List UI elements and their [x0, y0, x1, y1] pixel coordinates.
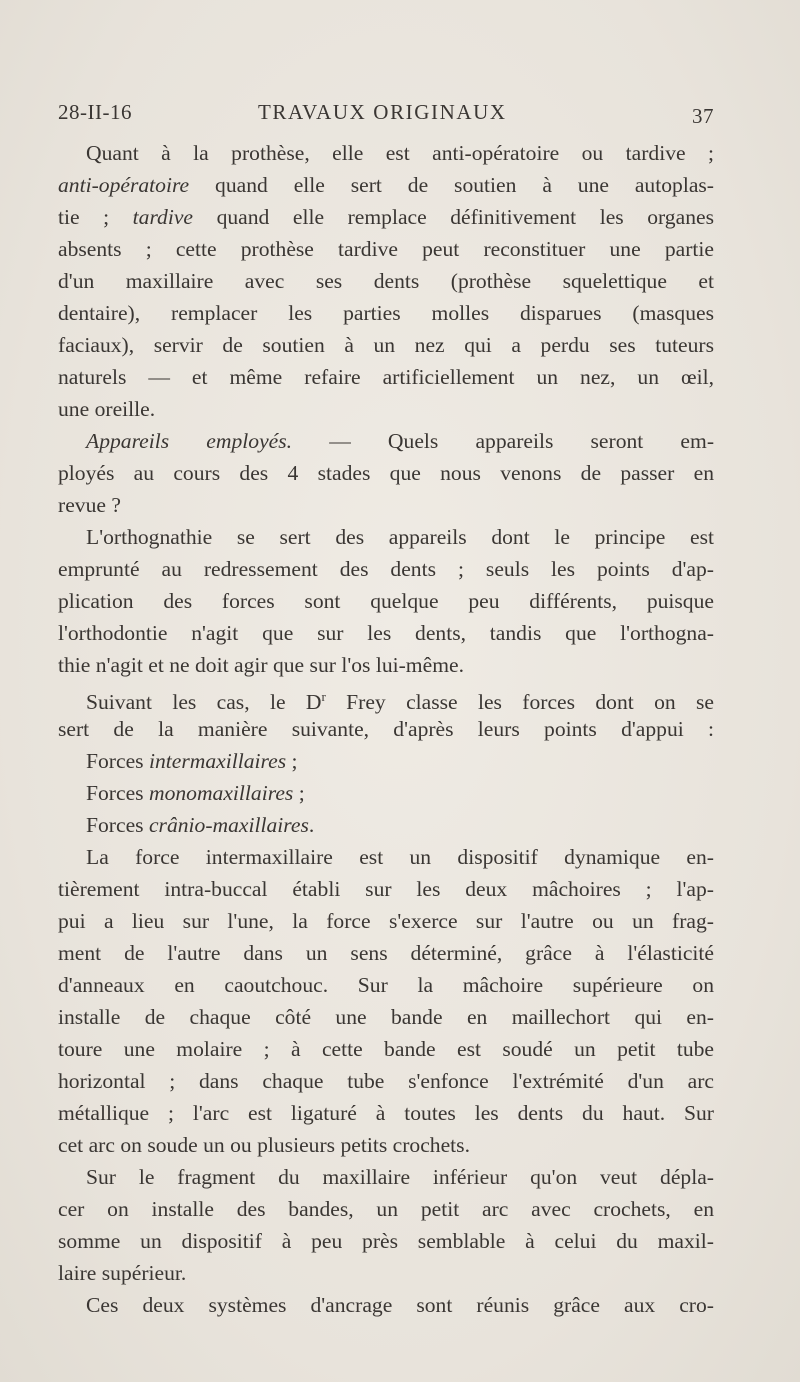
- text-line: Sur le fragment du maxillaire inférieur qu'on veut dépla-: [86, 1165, 714, 1189]
- text-line: horizontal ; dans chaque tube s'enfonce l'extrémité d'un arc: [58, 1069, 714, 1093]
- text-line: métallique ; l'arc est ligaturé à toutes les dents du haut. Sur: [58, 1101, 714, 1125]
- text-line: faciaux), servir de soutien à un nez qui a perdu ses tuteurs: [58, 333, 714, 357]
- text-line: laire supérieur.: [58, 1261, 187, 1285]
- text-line: anti-opératoire quand elle sert de soutien à une autoplas-: [58, 173, 714, 197]
- page-number: 37: [692, 104, 714, 128]
- text-line: L'orthognathie se sert des appareils dont le principe est: [86, 525, 714, 549]
- text-line: d'un maxillaire avec ses dents (prothèse squelettique et: [58, 269, 714, 293]
- text-line: sert de la manière suivante, d'après leurs points d'appui :: [58, 717, 714, 741]
- text-line: Suivant les cas, le $D^r$ Frey classe les forces dont on se: [86, 689, 715, 714]
- text-line: naturels — et même refaire artificiellement un nez, un œil,: [58, 365, 714, 389]
- text-line: plication des forces sont quelque peu différents, puisque: [58, 589, 714, 613]
- text-line: ment de l'autre dans un sens déterminé, grâce à l'élasticité: [58, 941, 714, 965]
- text-line: cet arc on soude un ou plusieurs petits crochets.: [58, 1133, 470, 1157]
- text-line: Quant à la prothèse, elle est anti-opératoire ou tardive ;: [86, 141, 714, 165]
- text-line: La force intermaxillaire est un dispositif dynamique en-: [86, 845, 714, 869]
- list-item: Forces monomaxillaires ;: [86, 781, 305, 805]
- text-line: absents ; cette prothèse tardive peut reconstituer une partie: [58, 237, 714, 261]
- header-date: 28-II-16: [58, 100, 132, 124]
- text-line: revue ?: [58, 493, 121, 517]
- list-item: Forces intermaxillaires ;: [86, 749, 298, 773]
- text-line: dentaire), remplacer les parties molles disparues (masques: [58, 301, 714, 325]
- text-line: emprunté au redressement des dents ; seuls les points d'ap-: [58, 557, 714, 581]
- running-header: [58, 100, 714, 130]
- body-text: [58, 137, 714, 1321]
- text-line: tièrement intra-buccal établi sur les deux mâchoires ; l'ap-: [58, 877, 714, 901]
- text-line: Ces deux systèmes d'ancrage sont réunis grâce aux cro-: [86, 1293, 714, 1317]
- text-line: d'anneaux en caoutchouc. Sur la mâchoire supérieure on: [58, 973, 714, 997]
- header-section-title: TRAVAUX ORIGINAUX: [258, 100, 507, 124]
- text-line: ployés au cours des 4 stades que nous venons de passer en: [58, 461, 714, 485]
- text-line: pui a lieu sur l'une, la force s'exerce sur l'autre ou un frag-: [58, 909, 714, 933]
- text-line: toure une molaire ; à cette bande est soudé un petit tube: [58, 1037, 714, 1061]
- text-line: l'orthodontie n'agit que sur les dents, tandis que l'orthogna-: [58, 621, 714, 645]
- list-item: Forces crânio-maxillaires.: [86, 813, 315, 837]
- text-line: tie ; tardive quand elle remplace définitivement les organes: [58, 205, 714, 229]
- text-line: thie n'agit et ne doit agir que sur l'os lui-même.: [58, 653, 464, 677]
- text-line: somme un dispositif à peu près semblable à celui du maxil-: [58, 1229, 714, 1253]
- text-line: une oreille.: [58, 397, 156, 421]
- text-line: Appareils employés. — Quels appareils seront em-: [86, 429, 715, 453]
- text-line: installe de chaque côté une bande en maillechort qui en-: [58, 1005, 714, 1029]
- text-line: cer on installe des bandes, un petit arc avec crochets, en: [58, 1197, 714, 1221]
